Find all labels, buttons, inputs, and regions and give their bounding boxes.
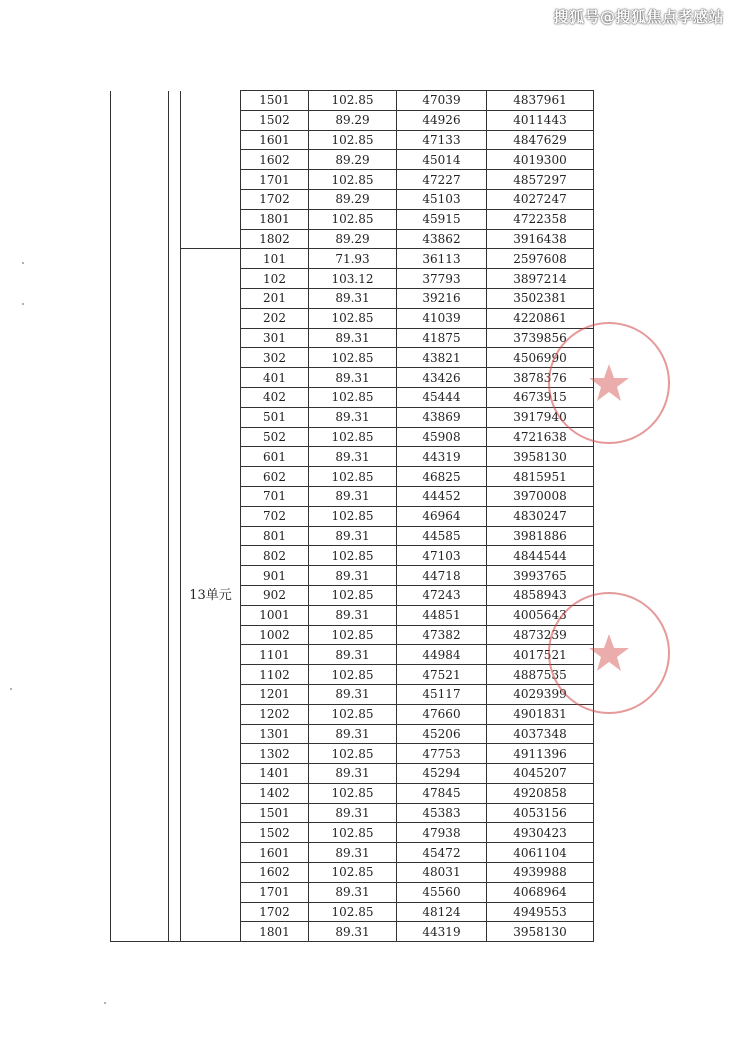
total-price-cell: 4873239 xyxy=(487,625,594,645)
unit-price-cell: 36113 xyxy=(397,249,487,269)
area-cell: 103.12 xyxy=(309,269,397,289)
total-price-cell: 4949553 xyxy=(487,902,594,922)
room-number-cell: 1702 xyxy=(241,189,309,209)
room-number-cell: 202 xyxy=(241,308,309,328)
room-number-cell: 1401 xyxy=(241,764,309,784)
room-number-cell: 1101 xyxy=(241,645,309,665)
area-cell: 89.31 xyxy=(309,486,397,506)
unit-price-cell: 44319 xyxy=(397,922,487,942)
area-cell: 102.85 xyxy=(309,744,397,764)
room-number-cell: 402 xyxy=(241,387,309,407)
total-price-cell: 3897214 xyxy=(487,269,594,289)
room-number-cell: 1602 xyxy=(241,150,309,170)
area-cell: 102.85 xyxy=(309,625,397,645)
total-price-cell: 4045207 xyxy=(487,764,594,784)
total-price-cell: 4930423 xyxy=(487,823,594,843)
total-price-cell: 4920858 xyxy=(487,783,594,803)
room-number-cell: 1302 xyxy=(241,744,309,764)
unit-cell-continued xyxy=(181,91,241,249)
total-price-cell: 3916438 xyxy=(487,229,594,249)
total-price-cell: 3958130 xyxy=(487,447,594,467)
area-cell: 102.85 xyxy=(309,546,397,566)
area-cell: 102.85 xyxy=(309,823,397,843)
room-number-cell: 701 xyxy=(241,486,309,506)
unit-price-cell: 45560 xyxy=(397,882,487,902)
unit-price-cell: 47133 xyxy=(397,130,487,150)
area-cell: 89.31 xyxy=(309,288,397,308)
total-price-cell: 4837961 xyxy=(487,91,594,111)
unit-price-cell: 48031 xyxy=(397,863,487,883)
total-price-cell: 4847629 xyxy=(487,130,594,150)
total-price-cell: 4830247 xyxy=(487,506,594,526)
room-number-cell: 1001 xyxy=(241,605,309,625)
unit-price-cell: 47660 xyxy=(397,704,487,724)
blank-cell xyxy=(169,91,181,942)
room-number-cell: 1601 xyxy=(241,843,309,863)
total-price-cell: 3878376 xyxy=(487,368,594,388)
unit-price-cell: 44452 xyxy=(397,486,487,506)
unit-price-cell: 47103 xyxy=(397,546,487,566)
unit-price-cell: 45103 xyxy=(397,189,487,209)
unit-price-cell: 47753 xyxy=(397,744,487,764)
room-number-cell: 1402 xyxy=(241,783,309,803)
room-number-cell: 1601 xyxy=(241,130,309,150)
area-cell: 89.31 xyxy=(309,368,397,388)
unit-price-cell: 48124 xyxy=(397,902,487,922)
total-price-cell: 4061104 xyxy=(487,843,594,863)
room-number-cell: 1002 xyxy=(241,625,309,645)
unit-price-cell: 44585 xyxy=(397,526,487,546)
total-price-cell: 3502381 xyxy=(487,288,594,308)
unit-price-cell: 43821 xyxy=(397,348,487,368)
unit-price-cell: 44718 xyxy=(397,566,487,586)
room-number-cell: 1802 xyxy=(241,229,309,249)
unit-price-cell: 47845 xyxy=(397,783,487,803)
room-number-cell: 702 xyxy=(241,506,309,526)
watermark: 搜狐号@搜狐焦点孝感站 xyxy=(553,8,724,26)
area-cell: 102.85 xyxy=(309,783,397,803)
area-cell: 102.85 xyxy=(309,170,397,190)
total-price-cell: 4911396 xyxy=(487,744,594,764)
room-number-cell: 201 xyxy=(241,288,309,308)
area-cell: 102.85 xyxy=(309,209,397,229)
total-price-cell: 4017521 xyxy=(487,645,594,665)
area-cell: 89.31 xyxy=(309,684,397,704)
area-cell: 89.31 xyxy=(309,724,397,744)
total-price-cell: 4858943 xyxy=(487,585,594,605)
room-number-cell: 1501 xyxy=(241,91,309,111)
area-cell: 102.85 xyxy=(309,506,397,526)
area-cell: 102.85 xyxy=(309,665,397,685)
area-cell: 89.31 xyxy=(309,407,397,427)
room-number-cell: 1501 xyxy=(241,803,309,823)
total-price-cell: 4901831 xyxy=(487,704,594,724)
unit-price-cell: 45383 xyxy=(397,803,487,823)
area-cell: 89.29 xyxy=(309,150,397,170)
total-price-cell: 3970008 xyxy=(487,486,594,506)
area-cell: 102.85 xyxy=(309,467,397,487)
room-number-cell: 301 xyxy=(241,328,309,348)
total-price-cell: 3917940 xyxy=(487,407,594,427)
room-number-cell: 501 xyxy=(241,407,309,427)
total-price-cell: 4844544 xyxy=(487,546,594,566)
company-seal-stamp xyxy=(548,322,670,444)
room-number-cell: 1701 xyxy=(241,170,309,190)
blank-cell xyxy=(111,91,169,942)
total-price-cell: 2597608 xyxy=(487,249,594,269)
room-number-cell: 1801 xyxy=(241,922,309,942)
total-price-cell: 4029399 xyxy=(487,684,594,704)
table-row xyxy=(111,91,618,111)
room-number-cell: 1502 xyxy=(241,823,309,843)
unit-price-cell: 45014 xyxy=(397,150,487,170)
total-price-cell: 3739856 xyxy=(487,328,594,348)
unit-price-cell: 44984 xyxy=(397,645,487,665)
unit-price-cell: 44319 xyxy=(397,447,487,467)
scan-speck xyxy=(104,1002,106,1004)
unit-price-cell: 47243 xyxy=(397,585,487,605)
room-number-cell: 901 xyxy=(241,566,309,586)
area-cell: 89.29 xyxy=(309,189,397,209)
scan-speck xyxy=(22,262,24,264)
room-number-cell: 1801 xyxy=(241,209,309,229)
unit-price-cell: 46825 xyxy=(397,467,487,487)
company-seal-stamp xyxy=(548,592,670,714)
blank-cell xyxy=(594,91,618,942)
room-number-cell: 502 xyxy=(241,427,309,447)
unit-price-cell: 47521 xyxy=(397,665,487,685)
room-number-cell: 602 xyxy=(241,467,309,487)
area-cell: 89.29 xyxy=(309,229,397,249)
area-cell: 89.31 xyxy=(309,328,397,348)
area-cell: 102.85 xyxy=(309,704,397,724)
unit-price-cell: 41875 xyxy=(397,328,487,348)
unit-price-cell: 47382 xyxy=(397,625,487,645)
unit-price-cell: 45915 xyxy=(397,209,487,229)
total-price-cell: 4506990 xyxy=(487,348,594,368)
total-price-cell: 4037348 xyxy=(487,724,594,744)
room-number-cell: 102 xyxy=(241,269,309,289)
area-cell: 89.31 xyxy=(309,803,397,823)
area-cell: 89.31 xyxy=(309,645,397,665)
area-cell: 102.85 xyxy=(309,91,397,111)
unit-price-cell: 41039 xyxy=(397,308,487,328)
room-number-cell: 101 xyxy=(241,249,309,269)
room-number-cell: 1202 xyxy=(241,704,309,724)
area-cell: 102.85 xyxy=(309,863,397,883)
unit-price-cell: 47039 xyxy=(397,91,487,111)
room-number-cell: 802 xyxy=(241,546,309,566)
total-price-cell: 4673915 xyxy=(487,387,594,407)
room-number-cell: 401 xyxy=(241,368,309,388)
total-price-cell: 4027247 xyxy=(487,189,594,209)
total-price-cell: 3993765 xyxy=(487,566,594,586)
scan-speck xyxy=(10,688,12,690)
area-cell: 102.85 xyxy=(309,427,397,447)
area-cell: 89.31 xyxy=(309,922,397,942)
room-number-cell: 1301 xyxy=(241,724,309,744)
area-cell: 89.31 xyxy=(309,605,397,625)
area-cell: 102.85 xyxy=(309,308,397,328)
total-price-cell: 4721638 xyxy=(487,427,594,447)
unit-price-cell: 43869 xyxy=(397,407,487,427)
total-price-cell: 4722358 xyxy=(487,209,594,229)
area-cell: 89.31 xyxy=(309,843,397,863)
total-price-cell: 3958130 xyxy=(487,922,594,942)
total-price-cell: 4005643 xyxy=(487,605,594,625)
total-price-cell: 4887535 xyxy=(487,665,594,685)
table-row xyxy=(111,249,618,269)
total-price-cell: 4939988 xyxy=(487,863,594,883)
unit-price-cell: 44926 xyxy=(397,110,487,130)
unit-price-cell: 45294 xyxy=(397,764,487,784)
room-number-cell: 1201 xyxy=(241,684,309,704)
area-cell: 89.31 xyxy=(309,764,397,784)
unit-price-cell: 45908 xyxy=(397,427,487,447)
total-price-cell: 4068964 xyxy=(487,882,594,902)
area-cell: 89.31 xyxy=(309,882,397,902)
room-number-cell: 1702 xyxy=(241,902,309,922)
unit-label: 13单元 xyxy=(181,249,241,942)
unit-price-cell: 47938 xyxy=(397,823,487,843)
area-cell: 102.85 xyxy=(309,387,397,407)
unit-price-cell: 44851 xyxy=(397,605,487,625)
room-number-cell: 1502 xyxy=(241,110,309,130)
room-number-cell: 1102 xyxy=(241,665,309,685)
area-cell: 102.85 xyxy=(309,348,397,368)
room-number-cell: 1701 xyxy=(241,882,309,902)
unit-price-cell: 45206 xyxy=(397,724,487,744)
room-number-cell: 902 xyxy=(241,585,309,605)
unit-price-cell: 43862 xyxy=(397,229,487,249)
room-number-cell: 1602 xyxy=(241,863,309,883)
price-table xyxy=(110,90,618,942)
total-price-cell: 4220861 xyxy=(487,308,594,328)
scan-speck xyxy=(22,303,24,305)
area-cell: 89.31 xyxy=(309,526,397,546)
total-price-cell: 4053156 xyxy=(487,803,594,823)
total-price-cell: 4019300 xyxy=(487,150,594,170)
area-cell: 102.85 xyxy=(309,130,397,150)
area-cell: 102.85 xyxy=(309,585,397,605)
total-price-cell: 4815951 xyxy=(487,467,594,487)
area-cell: 102.85 xyxy=(309,902,397,922)
room-number-cell: 801 xyxy=(241,526,309,546)
total-price-cell: 4011443 xyxy=(487,110,594,130)
unit-price-cell: 45444 xyxy=(397,387,487,407)
area-cell: 89.31 xyxy=(309,447,397,467)
total-price-cell: 3981886 xyxy=(487,526,594,546)
unit-price-cell: 43426 xyxy=(397,368,487,388)
unit-price-cell: 47227 xyxy=(397,170,487,190)
unit-price-cell: 45117 xyxy=(397,684,487,704)
unit-price-cell: 46964 xyxy=(397,506,487,526)
area-cell: 89.31 xyxy=(309,566,397,586)
room-number-cell: 302 xyxy=(241,348,309,368)
room-number-cell: 601 xyxy=(241,447,309,467)
area-cell: 89.29 xyxy=(309,110,397,130)
total-price-cell: 4857297 xyxy=(487,170,594,190)
area-cell: 71.93 xyxy=(309,249,397,269)
unit-price-cell: 39216 xyxy=(397,288,487,308)
unit-price-cell: 45472 xyxy=(397,843,487,863)
unit-price-cell: 37793 xyxy=(397,269,487,289)
